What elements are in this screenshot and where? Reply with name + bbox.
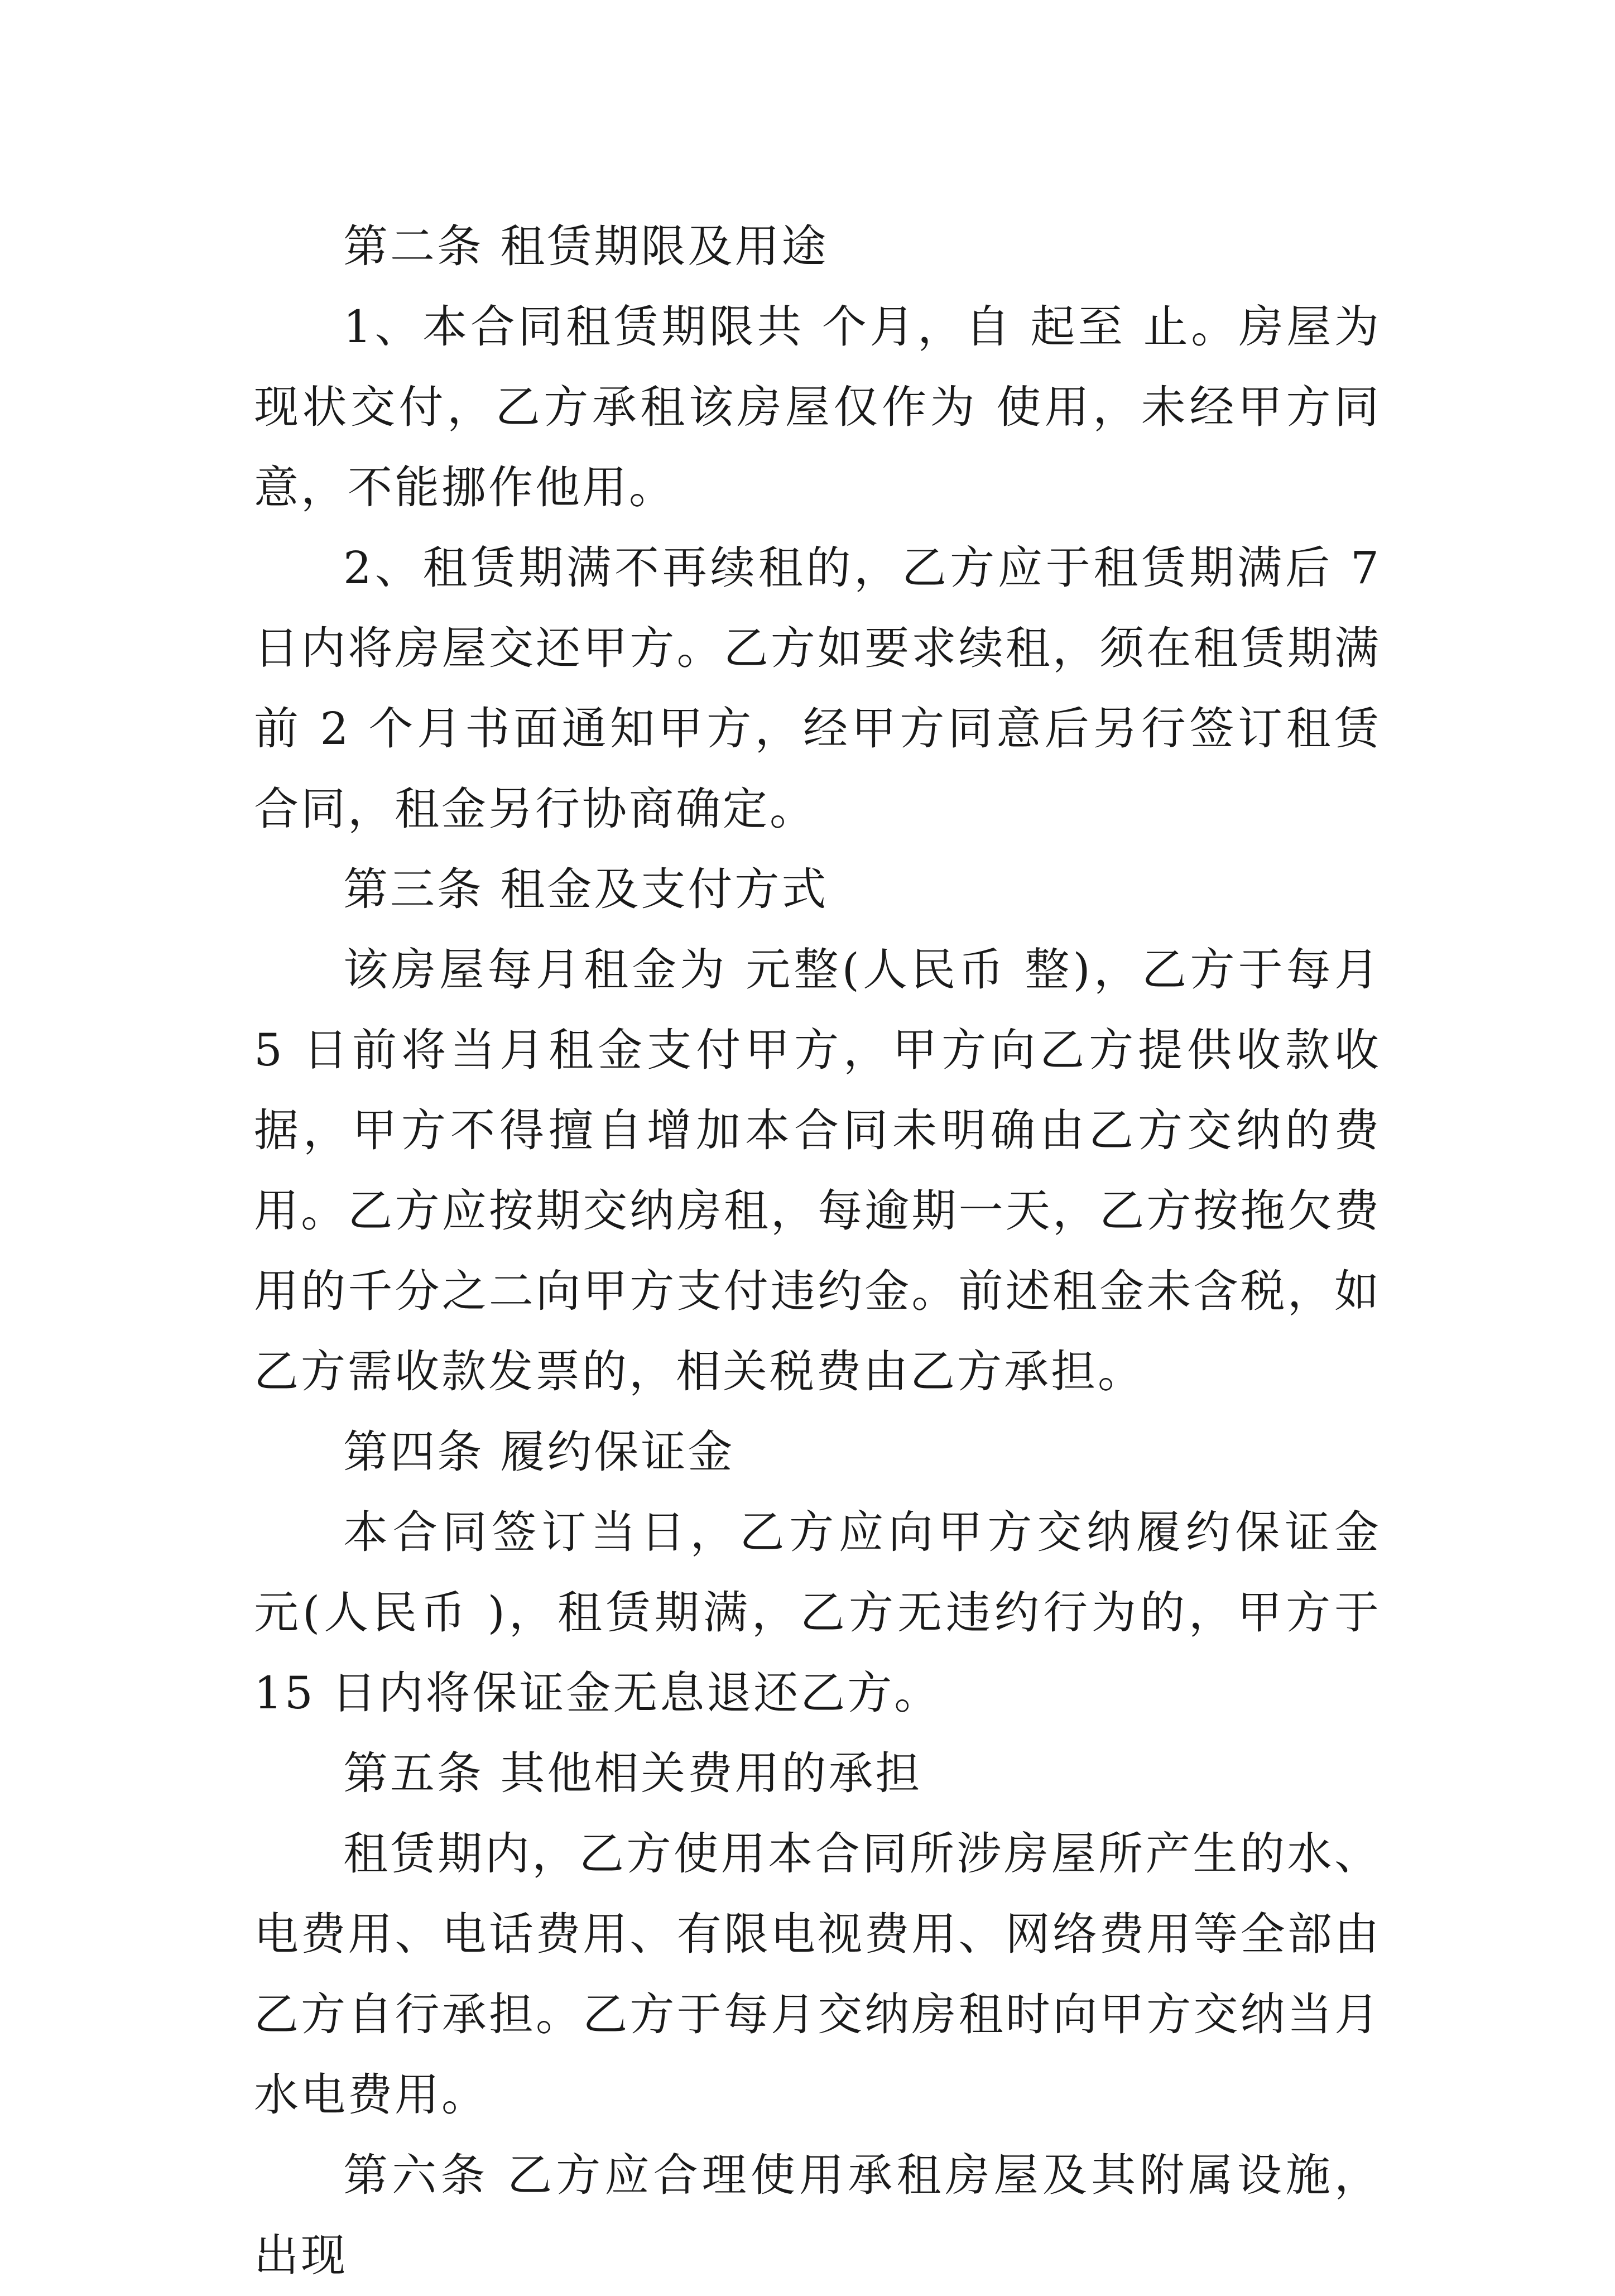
paragraph-deposit: 本合同签订当日，乙方应向甲方交纳履约保证金 元(人民币 )，租赁期满，乙方无违约行为的，甲方于 15 日内将保证金无息退还乙方。 [254,1506,1381,1719]
section-heading-article-4: 第四条 履约保证金 [343,1426,735,1478]
paragraph-lease-renewal: 2、租赁期满不再续租的，乙方应于租赁期满后 7 日内将房屋交还甲方。乙方如要求续租，须在租赁期满前 2 个月书面通知甲方，经甲方同意后另行签订租赁合同，租金另行协商确定。 [254,542,1381,835]
paragraph-lease-term: 1、本合同租赁期限共 个月，自 起至 止。房屋为现状交付，乙方承租该房屋仅作为 使用，未经甲方同意，不能挪作他用。 [254,301,1381,513]
section-heading-article-5: 第五条 其他相关费用的承担 [343,1747,922,1799]
paragraph-article-6: 第六条 乙方应合理使用承租房屋及其附属设施，出现 [254,2149,1381,2281]
section-heading-article-2: 第二条 租赁期限及用途 [343,220,829,272]
paragraph-rent-payment: 该房屋每月租金为 元整(人民币 整)，乙方于每月 5 日前将当月租金支付甲方，甲方向乙方提供收款收据，甲方不得擅自增加本合同未明确由乙方交纳的费用。乙方应按期交纳房租，每逾期一天，乙方按拖欠费用的千分之二向甲方支付违约金。前述租金未含税，如乙方需收款发票的，相关税费由乙方承担。 [254,944,1381,1397]
document-body [254,206,1381,2296]
section-heading-article-3: 第三条 租金及支付方式 [343,863,829,915]
paragraph-other-fees: 租赁期内，乙方使用本合同所涉房屋所产生的水、电费用、电话费用、有限电视费用、网络费用等全部由乙方自行承担。乙方于每月交纳房租时向甲方交纳当月水电费用。 [254,1828,1381,2121]
